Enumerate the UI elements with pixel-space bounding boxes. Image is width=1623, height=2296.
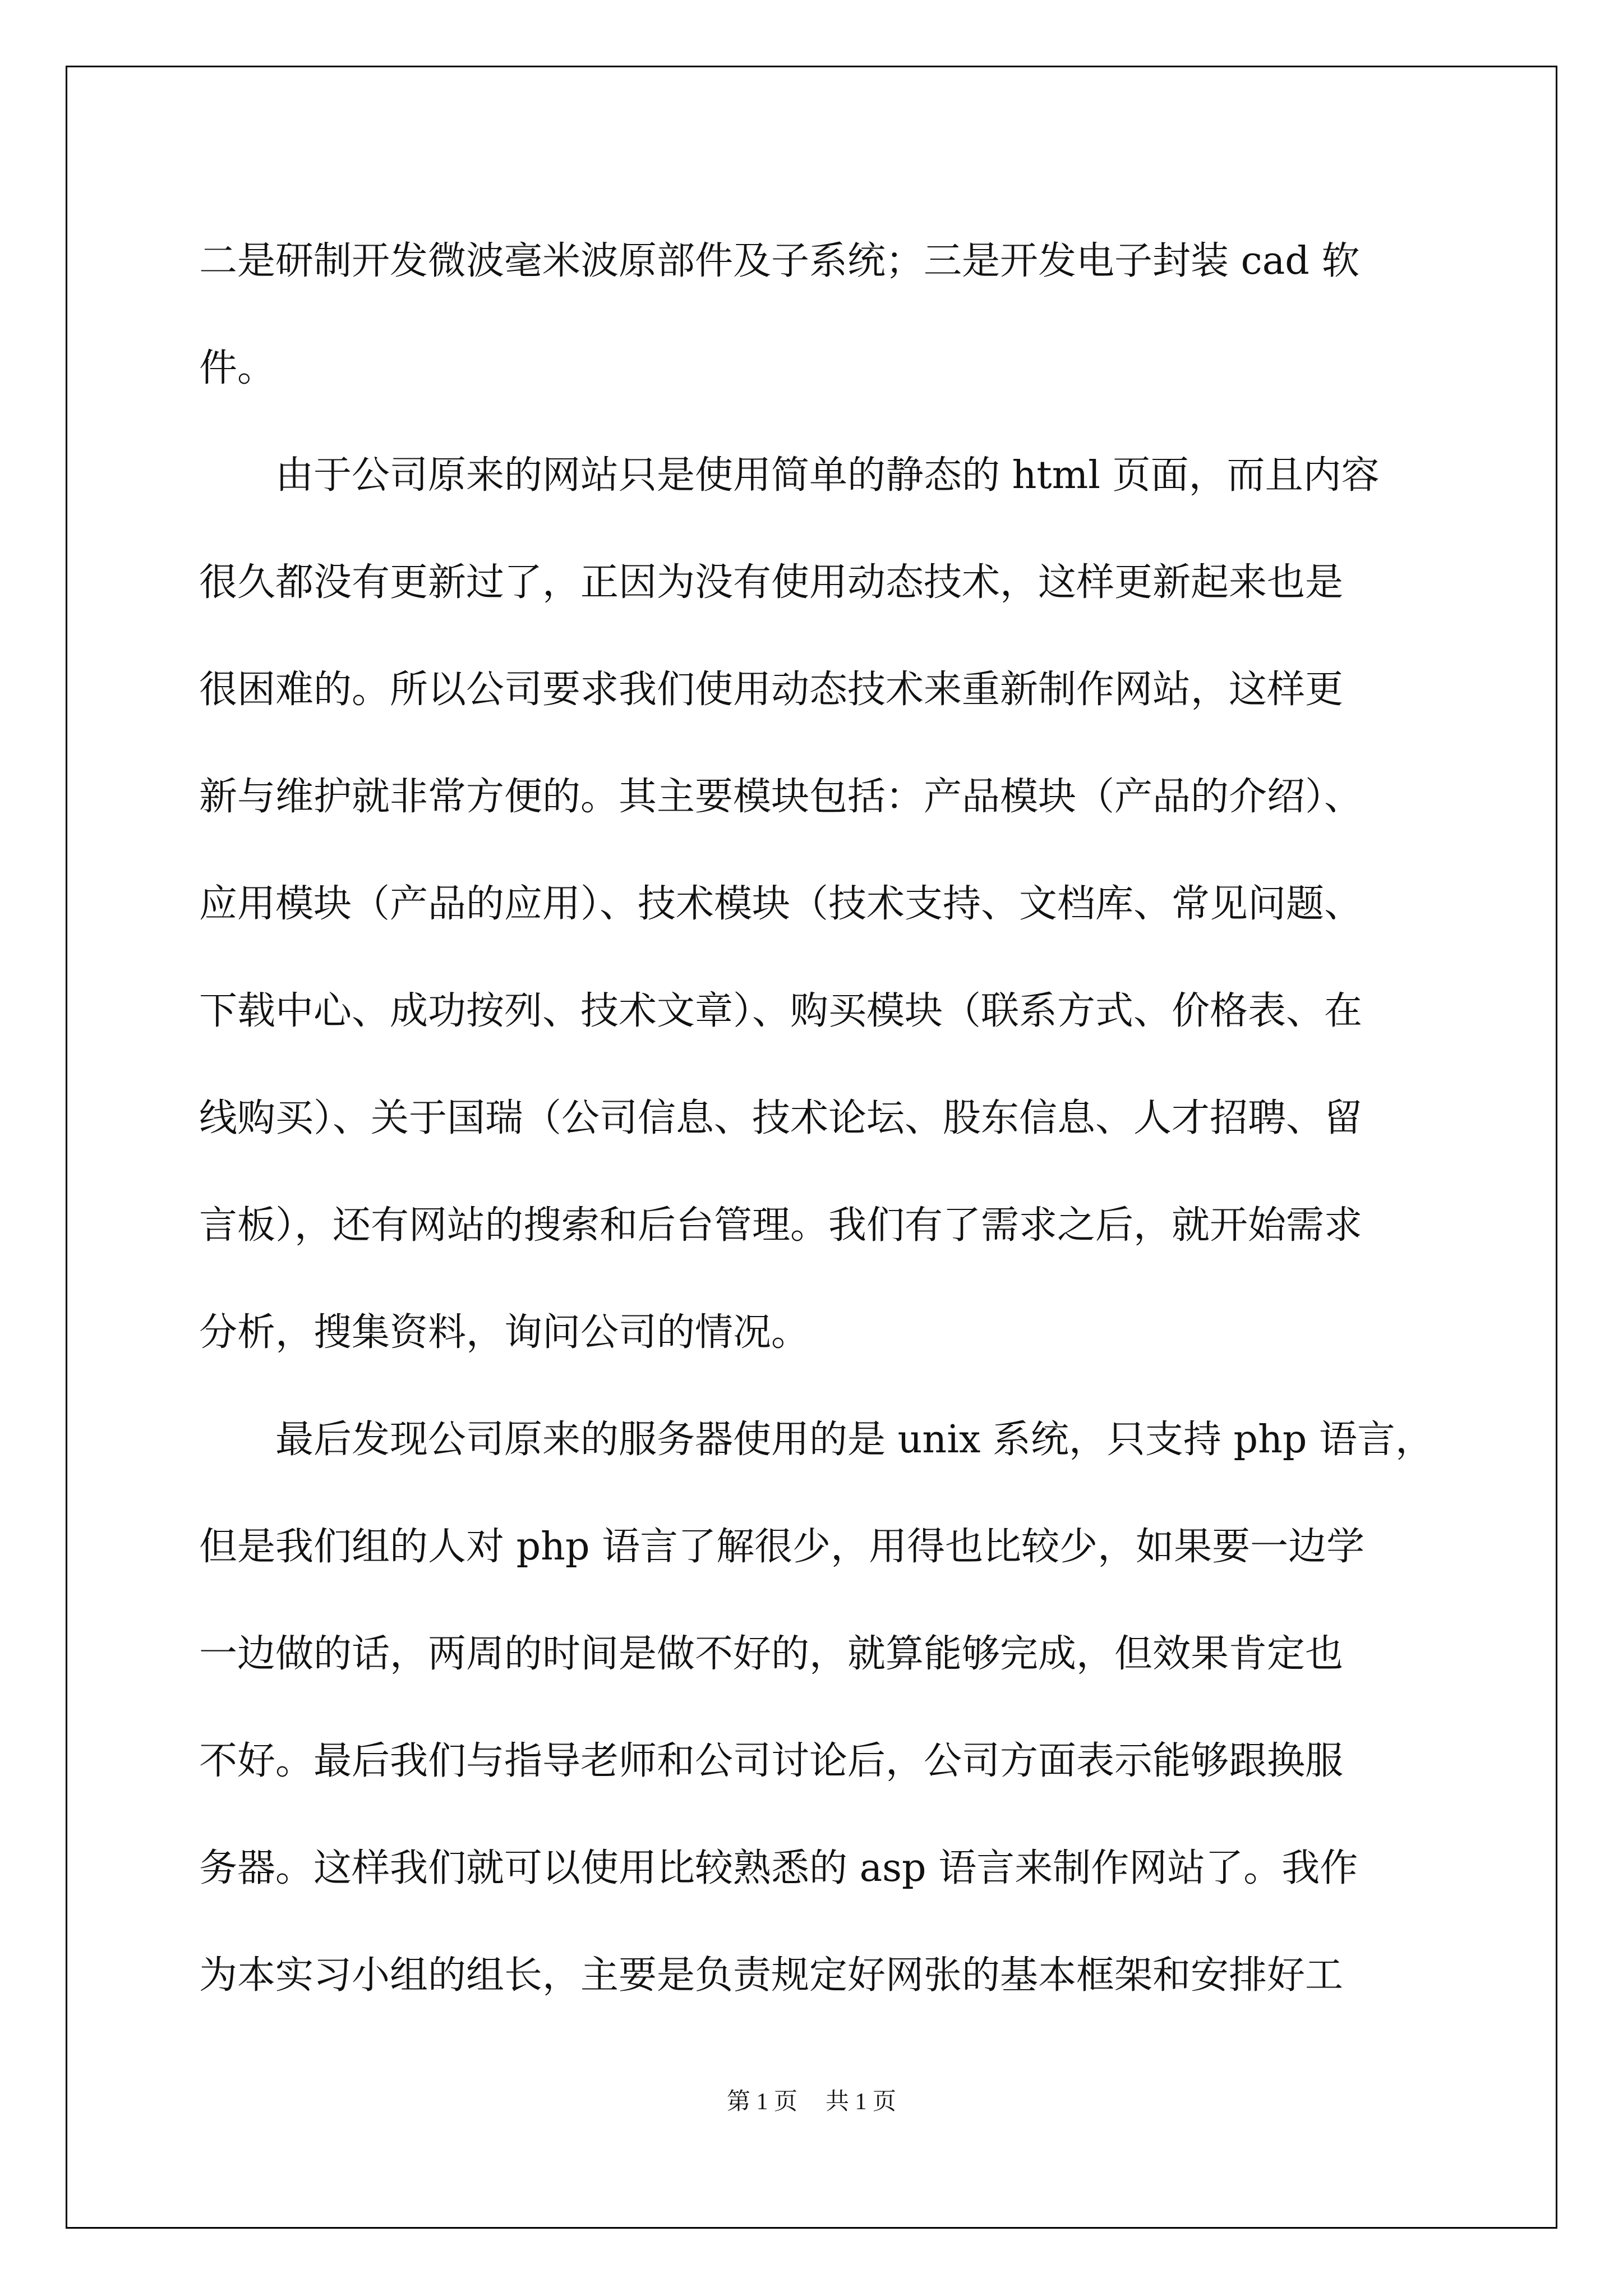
text-line: 最后发现公司原来的服务器使用的是 unix 系统，只支持 php 语言，	[199, 1418, 1434, 1462]
text-line: 下载中心、成功按列、技术文章）、购买模块（联系方式、价格表、在	[199, 989, 1363, 1033]
text-line: 二是研制开发微波毫米波原部件及子系统；三是开发电子封装 cad 软	[199, 239, 1360, 283]
text-line: 为本实习小组的组长，主要是负责规定好网张的基本框架和安排好工	[199, 1953, 1344, 1998]
text-line: 应用模块（产品的应用）、技术模块（技术支持、文档库、常见问题、	[199, 882, 1363, 926]
text-line: 言板），还有网站的搜索和后台管理。我们有了需求之后，就开始需求	[199, 1203, 1363, 1248]
text-line: 一边做的话，两周的时间是做不好的，就算能够完成，但效果肯定也	[199, 1632, 1344, 1676]
text-line: 分析，搜集资料，询问公司的情况。	[199, 1310, 810, 1355]
text-line: 新与维护就非常方便的。其主要模块包括：产品模块（产品的介绍）、	[199, 775, 1363, 819]
text-line: 很困难的。所以公司要求我们使用动态技术来重新制作网站，这样更	[199, 668, 1344, 712]
document-body	[199, 208, 1433, 2029]
text-line: 线购买）、关于国瑞（公司信息、技术论坛、股东信息、人才招聘、留	[199, 1096, 1363, 1140]
text-line: 件。	[199, 346, 276, 390]
page-footer	[0, 2083, 1623, 2116]
text-line: 很久都没有更新过了，正因为没有使用动态技术，这样更新起来也是	[199, 560, 1344, 605]
text-line: 但是我们组的人对 php 语言了解很少，用得也比较少，如果要一边学	[199, 1525, 1365, 1569]
text-line: 务器。这样我们就可以使用比较熟悉的 asp 语言来制作网站了。我作	[199, 1846, 1358, 1890]
page-total: 共 1 页	[826, 2089, 897, 2115]
text-line: 由于公司原来的网站只是使用简单的静态的 html 页面，而且内容	[199, 453, 1380, 498]
page-number: 第 1 页	[726, 2089, 797, 2115]
text-line: 不好。最后我们与指导老师和公司讨论后，公司方面表示能够跟换服	[199, 1739, 1344, 1783]
